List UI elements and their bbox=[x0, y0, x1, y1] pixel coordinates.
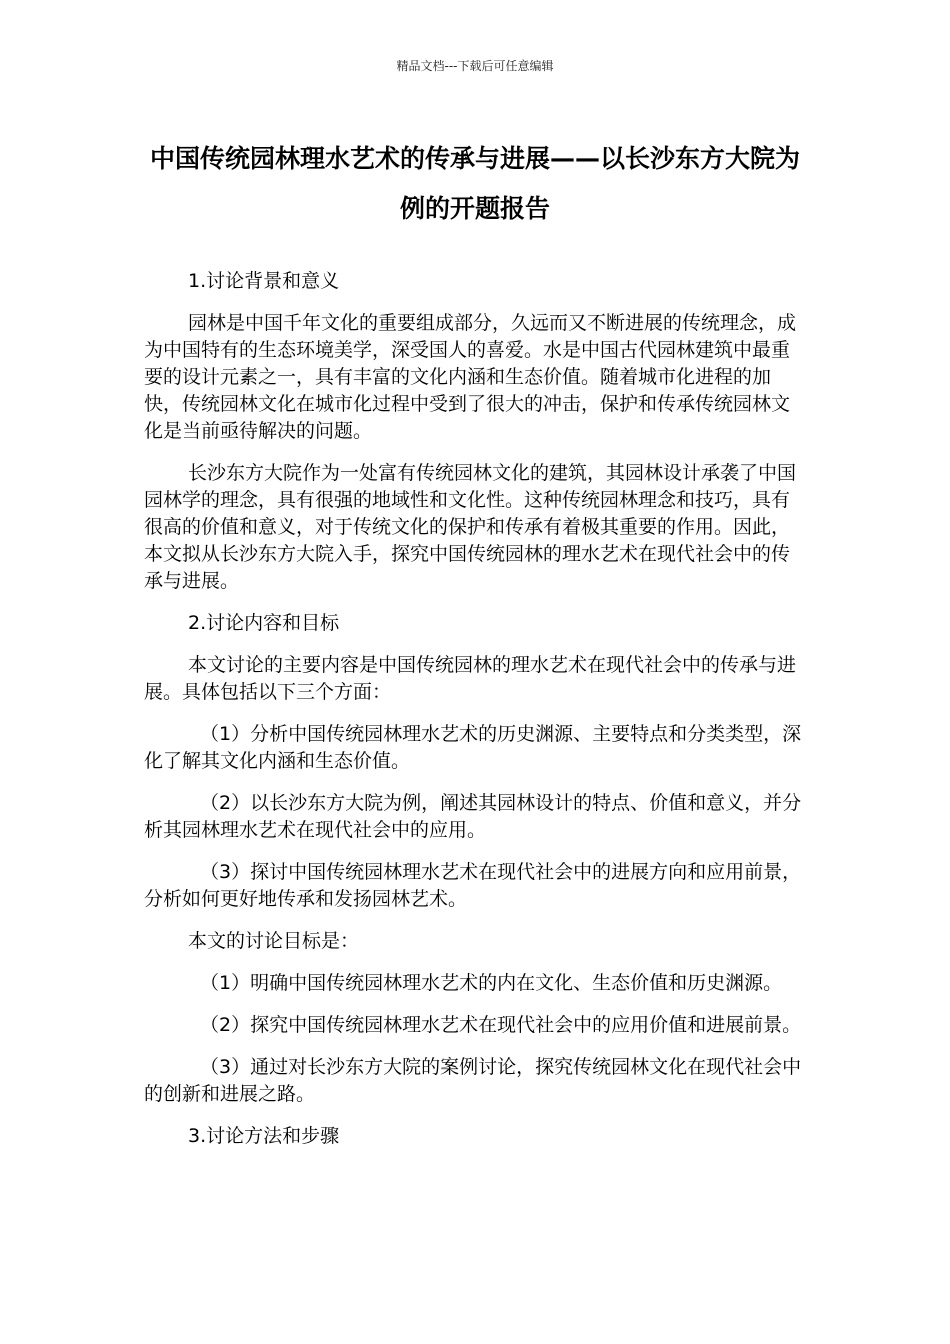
section-heading-3: 3.讨论方法和步骤 bbox=[188, 1125, 340, 1147]
goal-list-item-1: （1）明确中国传统园林理水艺术的内在文化、生态价值和历史渊源。 bbox=[200, 972, 783, 994]
content-list-item-1: （1）分析中国传统园林理水艺术的历史渊源、主要特点和分类类型，深化了解其文化内涵和生态价值。 bbox=[144, 723, 802, 772]
section-heading-2: 2.讨论内容和目标 bbox=[188, 612, 340, 634]
goal-list-item-2: （2）探究中国传统园林理水艺术在现代社会中的应用价值和进展前景。 bbox=[200, 1014, 802, 1036]
paragraph-goal-intro: 本文的讨论目标是： bbox=[188, 930, 360, 952]
paragraph-background-1: 园林是中国千年文化的重要组成部分，久远而又不断进展的传统理念，成为中国特有的生态环境美学，深受国人的喜爱。水是中国古代园林建筑中最重要的设计元素之一，具有丰富的文化内涵和生态价值。随着城市化进程的加快，传统园林文化在城市化过程中受到了很大的冲击，保护和传承传统园林文化是当前亟待解决的问题。 bbox=[144, 312, 797, 442]
content-list-item-2: （2）以长沙东方大院为例，阐述其园林设计的特点、价值和意义，并分析其园林理水艺术在现代社会中的应用。 bbox=[144, 792, 802, 841]
header-note: 精品文档---下载后可任意编辑 bbox=[396, 59, 554, 73]
paragraph-content-intro: 本文讨论的主要内容是中国传统园林的理水艺术在现代社会中的传承与进展。具体包括以下三个方面： bbox=[144, 654, 797, 703]
document-body bbox=[144, 268, 808, 1165]
goal-list-item-3: （3）通过对长沙东方大院的案例讨论，探究传统园林文化在现代社会中的创新和进展之路。 bbox=[144, 1056, 802, 1105]
paragraph-background-2: 长沙东方大院作为一处富有传统园林文化的建筑，其园林设计承袭了中国园林学的理念，具有很强的地域性和文化性。这种传统园林理念和技巧，具有很高的价值和意义，对于传统文化的保护和传承有着极其重要的作用。因此，本文拟从长沙东方大院入手，探究中国传统园林的理水艺术在现代社会中的传承与进展。 bbox=[144, 462, 797, 592]
section-heading-1: 1.讨论背景和意义 bbox=[188, 270, 340, 292]
content-list-item-3: （3）探讨中国传统园林理水艺术在现代社会中的进展方向和应用前景，分析如何更好地传承和发扬园林艺术。 bbox=[144, 861, 802, 910]
document-title: 中国传统园林理水艺术的传承与进展——以长沙东方大院为例的开题报告 bbox=[149, 144, 800, 223]
